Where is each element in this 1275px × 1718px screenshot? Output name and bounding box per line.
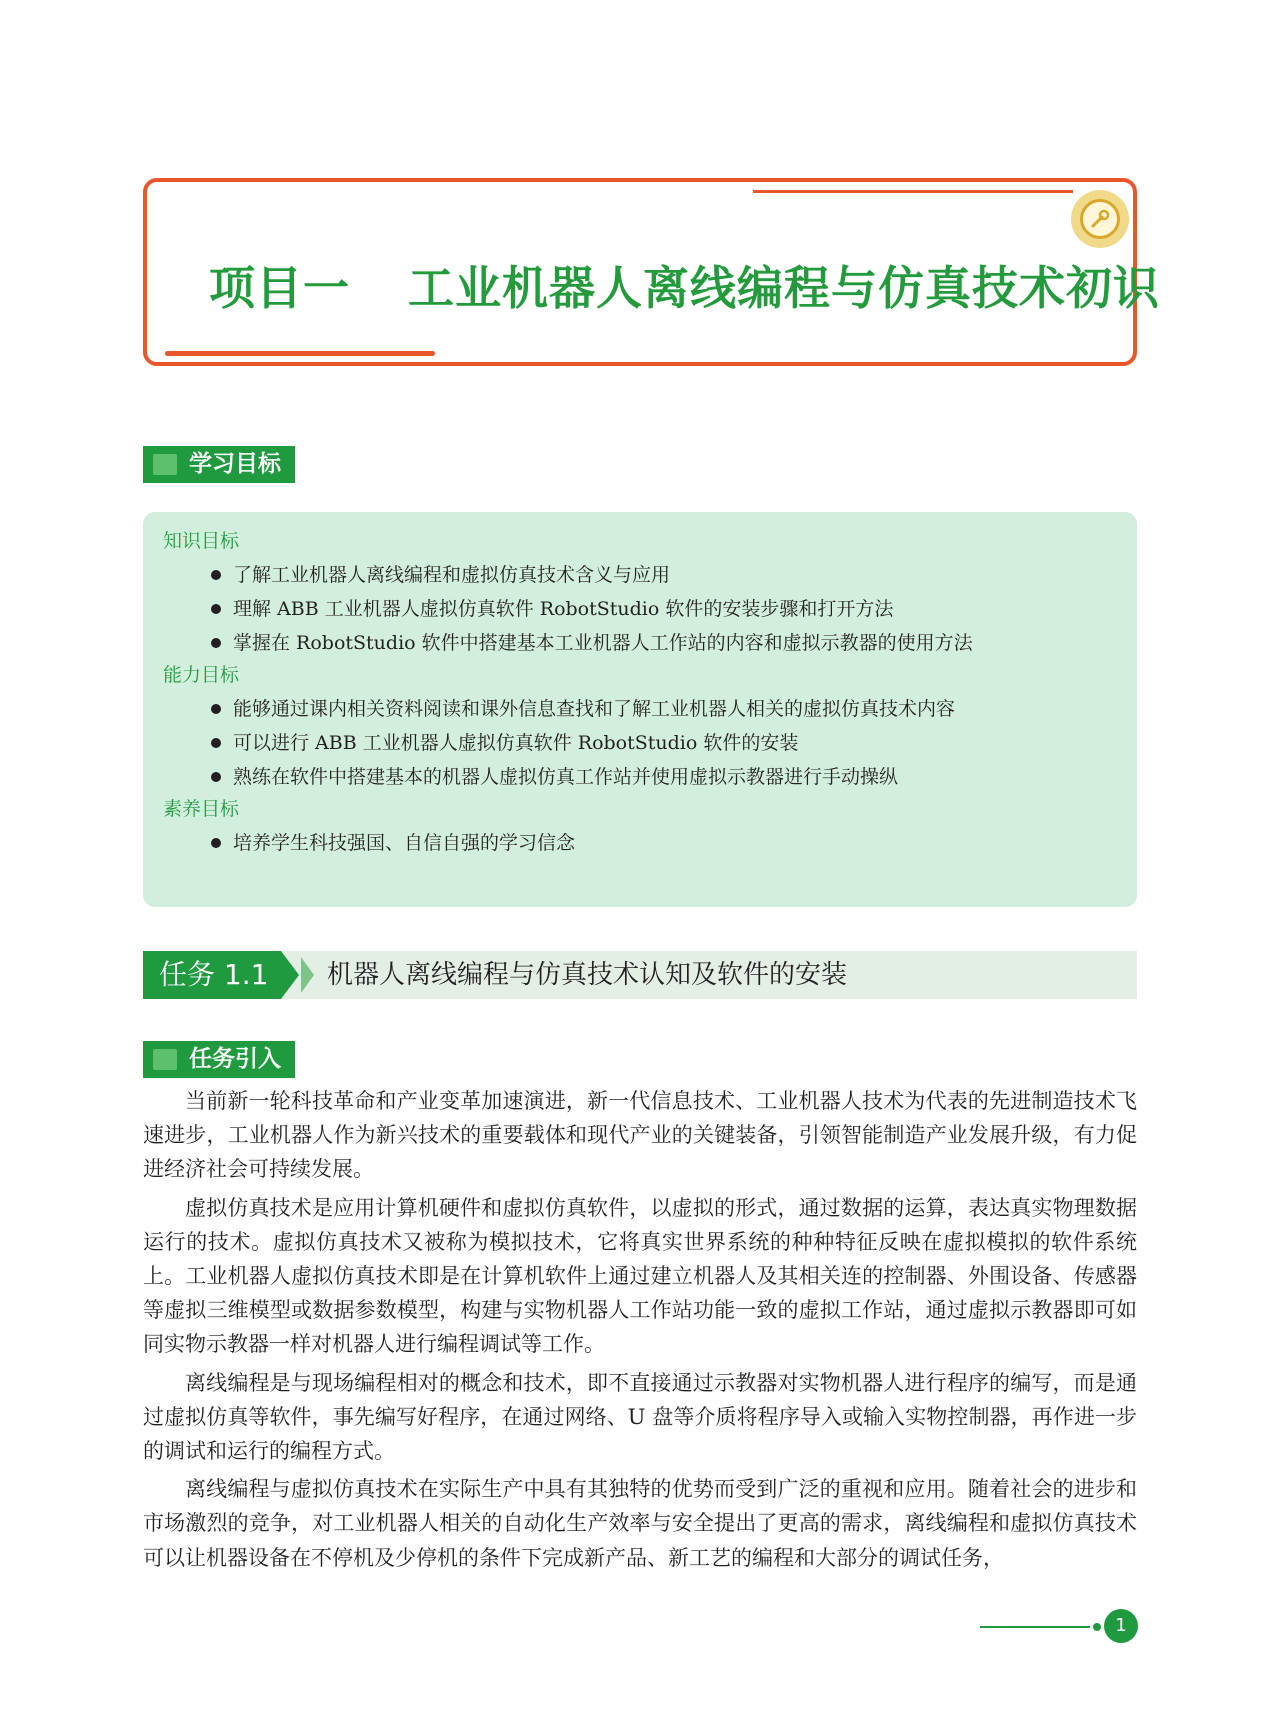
objective-category-literacy xyxy=(163,794,1117,860)
chevron-icon xyxy=(301,957,314,993)
project-title xyxy=(209,252,1160,318)
footer-line xyxy=(980,1626,1090,1628)
paragraph: 离线编程与虚拟仿真技术在实际生产中具有其独特的优势而受到广泛的重视和应用。随着社会的进步和市场激烈的竞争，对工业机器人相关的自动化生产效率与安全提出了更高的需求，离线编程和虚拟仿真技术可以让机器设备在不停机及少停机的条件下完成新产品、新工艺的编程和大部分的调试任务， xyxy=(143,1477,1137,1570)
objective-item: 能够通过课内相关资料阅读和课外信息查找和了解工业机器人相关的虚拟仿真技术内容 xyxy=(163,692,1117,726)
objective-category-knowledge xyxy=(163,526,1117,660)
objective-category-ability xyxy=(163,660,1117,794)
objective-item: 可以进行 ABB 工业机器人虚拟仿真软件 RobotStudio 软件的安装 xyxy=(163,726,1117,760)
decorative-line xyxy=(165,351,435,356)
task-intro-heading: 任务引入 xyxy=(143,1041,295,1078)
objective-item: 掌握在 RobotStudio 软件中搭建基本工业机器人工作站的内容和虚拟示教器的使用方法 xyxy=(163,626,1117,660)
category-label: 素养目标 xyxy=(163,798,240,820)
decorative-line xyxy=(753,190,1073,193)
objective-item: 理解 ABB 工业机器人虚拟仿真软件 RobotStudio 软件的安装步骤和打开方法 xyxy=(163,592,1117,626)
paragraph: 离线编程是与现场编程相对的概念和技术，即不直接通过示教器对实物机器人进行程序的编写，而是通过虚拟仿真等软件，事先编写好程序，在通过网络、U 盘等介质将程序导入或输入实物控制器，再作进一步的调试和运行的编程方式。 xyxy=(143,1370,1137,1464)
learning-goals-heading: 学习目标 xyxy=(143,446,295,483)
category-label: 知识目标 xyxy=(163,530,240,552)
chevron-icon xyxy=(281,951,299,999)
task-banner xyxy=(143,951,1137,999)
project-number: 项目一 xyxy=(209,261,350,315)
wrench-badge-icon xyxy=(1071,190,1129,248)
project-title-box xyxy=(143,178,1160,366)
objective-item: 了解工业机器人离线编程和虚拟仿真技术含义与应用 xyxy=(163,558,1117,592)
objectives-box xyxy=(143,512,1137,907)
task-title: 机器人离线编程与仿真技术认知及软件的安装 xyxy=(327,960,848,990)
task-tag: 任务 1.1 xyxy=(143,951,281,999)
page-number: 1 xyxy=(1104,1609,1138,1643)
project-title-text: 工业机器人离线编程与仿真技术初识 xyxy=(408,261,1160,315)
footer-dot xyxy=(1093,1623,1101,1631)
paragraph: 虚拟仿真技术是应用计算机硬件和虚拟仿真软件，以虚拟的形式，通过数据的运算，表达真实物理数据运行的技术。虚拟仿真技术又被称为模拟技术，它将真实世界系统的种种特征反映在虚拟模拟的软件系统上。工业机器人虚拟仿真技术即是在计算机软件上通过建立机器人及其相关连的控制器、外围设备、传感器等虚拟三维模型或数据参数模型，构建与实物机器人工作站功能一致的虚拟工作站，通过虚拟示教器即可如同实物示教器一样对机器人进行编程调试等工作。 xyxy=(143,1195,1137,1357)
paragraph: 当前新一轮科技革命和产业变革加速演进，新一代信息技术、工业机器人技术为代表的先进制造技术飞速进步，工业机器人作为新兴技术的重要载体和现代产业的关键装备，引领智能制造产业发展升级，有力促进经济社会可持续发展。 xyxy=(143,1089,1137,1182)
objective-item: 熟练在软件中搭建基本的机器人虚拟仿真工作站并使用虚拟示教器进行手动操纵 xyxy=(163,760,1117,794)
category-label: 能力目标 xyxy=(163,664,240,686)
intro-body xyxy=(143,1084,1137,1579)
objective-item: 培养学生科技强国、自信自强的学习信念 xyxy=(163,826,1117,860)
